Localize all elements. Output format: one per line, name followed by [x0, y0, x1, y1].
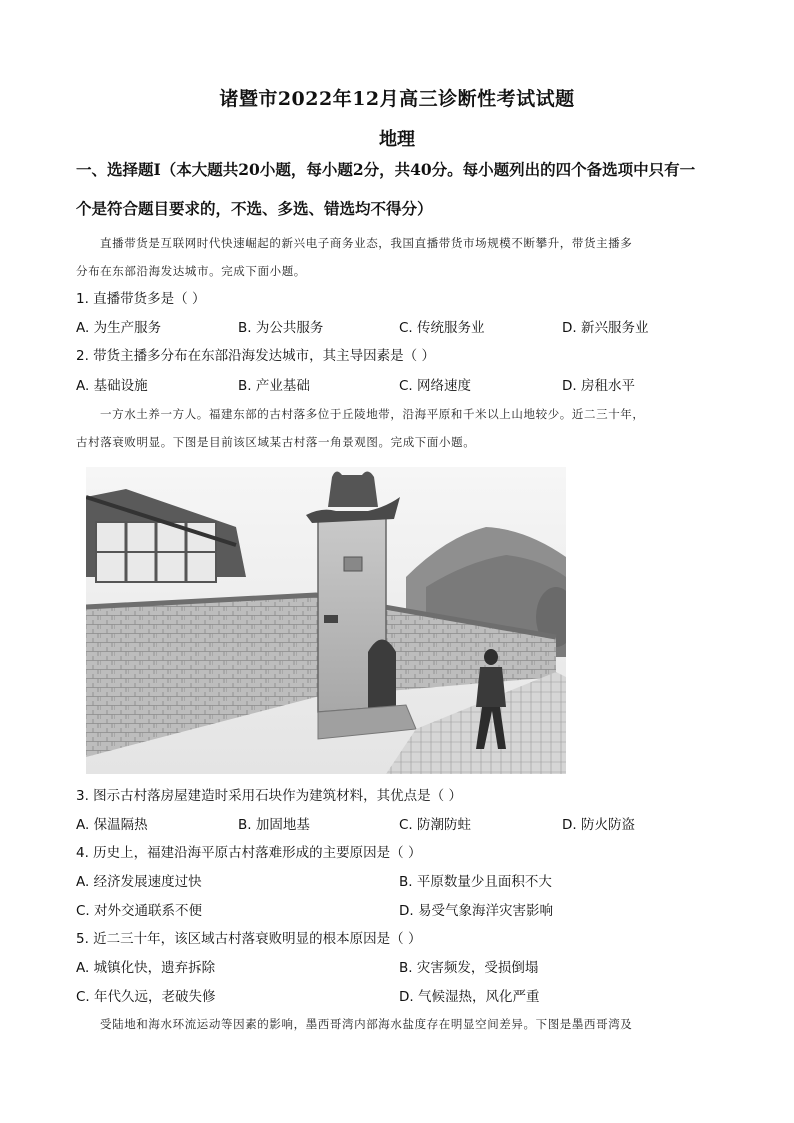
option-4a: A. 经济发展速度过快	[76, 874, 202, 890]
question-1-options	[76, 318, 726, 338]
option-5b: B. 灾害频发，受损倒塌	[399, 960, 539, 976]
option-4c: C. 对外交通联系不便	[76, 903, 203, 919]
passage2-line2: 古村落衰败明显。下图是目前该区域某古村落一角景观图。完成下面小题。	[76, 435, 476, 449]
option-3c: C. 防潮防蛀	[399, 817, 472, 833]
question-4-options-row2	[76, 901, 726, 921]
question-3-options	[76, 815, 726, 835]
option-2b: B. 产业基础	[238, 378, 310, 394]
passage3-line1: 受陆地和海水环流运动等因素的影响，墨西哥湾内部海水盐度存在明显空间差异。下图是墨西哥湾及	[100, 1017, 633, 1031]
option-2c: C. 网络速度	[399, 378, 472, 394]
option-2a: A. 基础设施	[76, 378, 148, 394]
option-2d: D. 房租水平	[562, 378, 635, 394]
question-1-stem: 1. 直播带货多是（ ）	[76, 291, 206, 307]
passage1	[76, 229, 726, 285]
question-4-options-row1	[76, 872, 726, 892]
question-4-stem: 4. 历史上，福建沿海平原古村落难形成的主要原因是（ ）	[76, 845, 422, 861]
village-photo-icon	[86, 467, 566, 774]
question-5-stem: 5. 近二三十年，该区域古村落衰败明显的根本原因是（ ）	[76, 931, 422, 947]
option-5a: A. 城镇化快，遗弃拆除	[76, 960, 216, 976]
section-heading-line2: 个是符合题目要求的，不选、多选、错选均不得分）	[76, 199, 433, 218]
passage1-line1: 直播带货是互联网时代快速崛起的新兴电子商务业态，我国直播带货市场规模不断攀升，带货主播多	[100, 236, 633, 250]
option-3a: A. 保温隔热	[76, 817, 148, 833]
passage1-line2: 分布在东部沿海发达城市。完成下面小题。	[76, 264, 306, 278]
option-5d: D. 气候湿热，风化严重	[399, 989, 540, 1005]
question-3-stem: 3. 图示古村落房屋建造时采用石块作为建筑材料，其优点是（ ）	[76, 788, 462, 804]
option-1b: B. 为公共服务	[238, 320, 324, 336]
option-1a: A. 为生产服务	[76, 320, 162, 336]
question-5-options-row2	[76, 987, 726, 1007]
option-3b: B. 加固地基	[238, 817, 310, 833]
option-4d: D. 易受气象海洋灾害影响	[399, 903, 553, 919]
question-5-options-row1	[76, 958, 726, 978]
question-2-options	[76, 376, 726, 396]
option-1d: D. 新兴服务业	[562, 320, 649, 336]
passage2	[76, 400, 726, 456]
section-heading-line1: 一、选择题Ⅰ（本大题共20小题，每小题2分，共40分。每小题列出的四个备选项中只有一	[76, 160, 696, 179]
subject-title: 地理	[379, 129, 415, 150]
passage2-line1: 一方水土养一方人。福建东部的古村落多位于丘陵地带，沿海平原和千米以上山地较少。近二三十年，	[100, 407, 645, 421]
option-5c: C. 年代久远，老破失修	[76, 989, 216, 1005]
passage3	[76, 1010, 726, 1038]
option-4b: B. 平原数量少且面积不大	[399, 874, 552, 890]
option-3d: D. 防火防盗	[562, 817, 635, 833]
page-title: 诸暨市2022年12月高三诊断性考试试题	[219, 88, 575, 110]
option-1c: C. 传统服务业	[399, 320, 485, 336]
question-2-stem: 2. 带货主播多分布在东部沿海发达城市，其主导因素是（ ）	[76, 348, 435, 364]
